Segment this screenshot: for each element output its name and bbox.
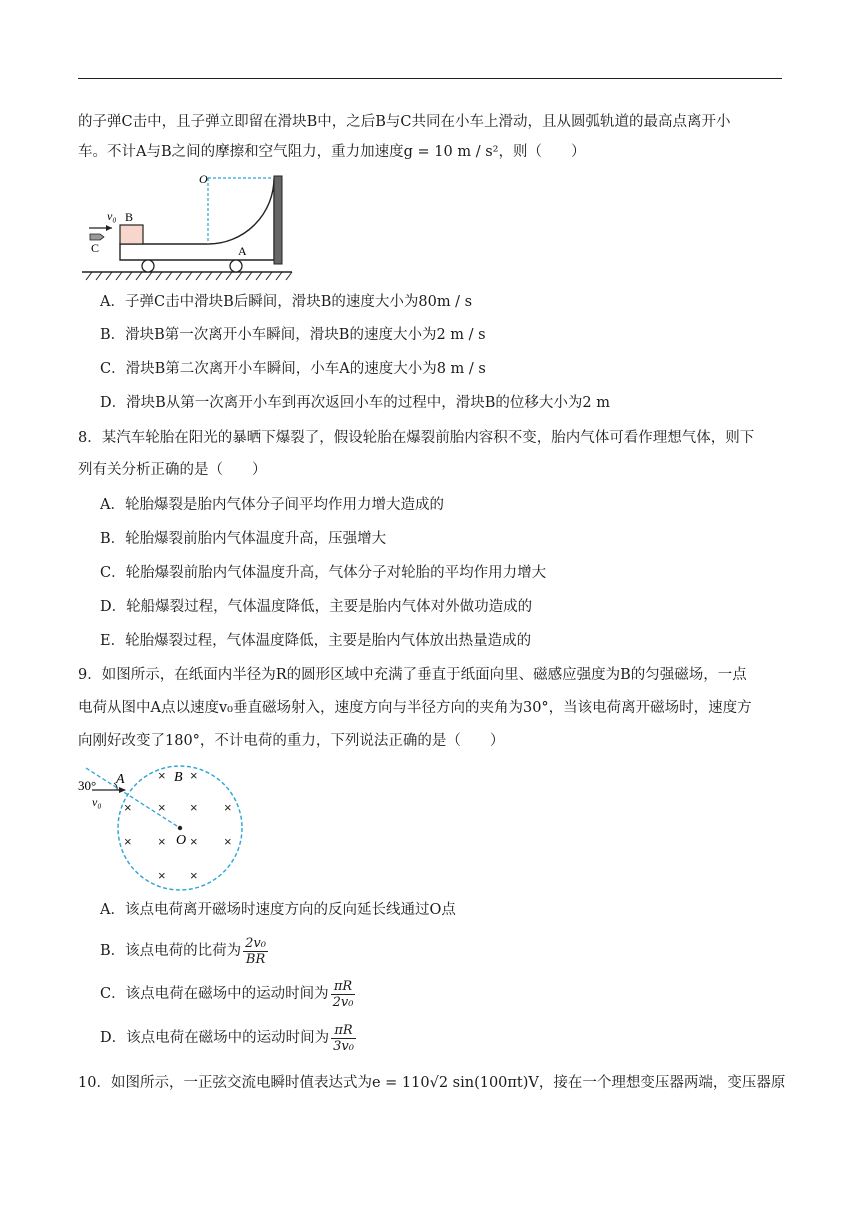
q8-option-b: B．轮胎爆裂前胎内气体温度升高，压强增大: [100, 531, 387, 547]
q7-option-a: A．子弹C击中滑块B后瞬间，滑块B的速度大小为80m / s: [100, 294, 473, 310]
q9-text-line-2: 电荷从图中A点以速度v₀垂直磁场射入，速度方向与半径方向的夹角为30°，当该电荷离开磁场时，速度方: [78, 700, 752, 716]
label-v0: v₀: [92, 795, 102, 809]
q9-option-d-fraction: [331, 1023, 356, 1054]
q8-option-e: E．轮胎爆裂过程，气体温度降低，主要是胎内气体放出热量造成的: [100, 633, 532, 649]
q9-option-d: [100, 1020, 356, 1056]
cross-mark: ×: [190, 800, 198, 815]
cross-mark: ×: [124, 834, 132, 849]
q7-option-d: D．滑块B从第一次离开小车到再次返回小车的过程中，滑块B的位移大小为2 m: [100, 395, 611, 411]
cart-wall: [274, 176, 282, 264]
q9-option-c-text: C．该点电荷在磁场中的运动时间为: [100, 986, 329, 1002]
label-a: A: [238, 244, 247, 258]
label-v0: v₀: [107, 209, 117, 223]
cross-mark: ×: [190, 868, 198, 883]
q8-option-c: C．轮胎爆裂前胎内气体温度升高，气体分子对轮胎的平均作用力增大: [100, 565, 547, 581]
fraction-numerator: πR: [331, 979, 356, 995]
q7-option-c: C．滑块B第二次离开小车瞬间，小车A的速度大小为8 m / s: [100, 361, 486, 377]
cart-body: [120, 178, 274, 260]
cross-mark: ×: [224, 834, 232, 849]
q9-option-b-text: B．该点电荷的比荷为: [100, 943, 242, 959]
cross-mark: ×: [190, 834, 198, 849]
field-cross-marks: [124, 768, 232, 883]
cross-mark: ×: [158, 834, 166, 849]
fraction-numerator: πR: [331, 1023, 356, 1039]
fraction-denominator: 2v₀: [332, 994, 354, 1010]
q9-text-line-3: 向刚好改变了180°，不计电荷的重力，下列说法正确的是（ ）: [78, 733, 505, 749]
wheel-left: [142, 260, 154, 272]
q9-option-b-fraction: [243, 936, 268, 967]
label-o: O: [176, 833, 187, 848]
q9-option-b: [100, 933, 268, 969]
fraction-numerator: 2v₀: [245, 935, 266, 951]
label-angle: 30°: [78, 778, 97, 793]
ground-hatching: [86, 272, 292, 280]
q9-option-d-text: D．该点电荷在磁场中的运动时间为: [100, 1030, 330, 1046]
q8-text-line-1: 8．某汽车轮胎在阳光的暴晒下爆裂了，假设轮胎在爆裂前胎内容积不变，胎内气体可看作理想气体，则下: [78, 430, 755, 446]
q9-text-line-1: 9．如图所示，在纸面内半径为R的圆形区域中充满了垂直于纸面向里、磁感应强度为B的匀强磁场，一点: [78, 667, 747, 683]
label-o: O: [199, 172, 208, 186]
cross-mark: ×: [158, 868, 166, 883]
q7-cart-figure: [80, 168, 295, 283]
cross-mark: ×: [124, 800, 132, 815]
q7-option-b: B．滑块B第一次离开小车瞬间，滑块B的速度大小为2 m / s: [100, 327, 486, 343]
cross-mark: ×: [224, 800, 232, 815]
q8-option-d: D．轮船爆裂过程，气体温度降低，主要是胎内气体对外做功造成的: [100, 599, 533, 615]
label-a: A: [116, 772, 125, 787]
q9-option-a: A．该点电荷离开磁场时速度方向的反向延长线通过O点: [100, 902, 456, 918]
header-rule: [78, 78, 782, 79]
q9-option-c-fraction: [331, 979, 356, 1010]
q8-text-line-2: 列有关分析正确的是（ ）: [78, 462, 267, 478]
q7-text-line-2: 车。不计A与B之间的摩擦和空气阻力，重力加速度g = 10 m / s²，则（ ）: [78, 144, 586, 160]
cross-mark: ×: [158, 768, 166, 783]
cross-mark: ×: [190, 768, 198, 783]
center-o-dot: [178, 826, 182, 830]
block-b: [120, 225, 143, 244]
fraction-denominator: BR: [245, 951, 266, 967]
q8-option-a: A．轮胎爆裂是胎内气体分子间平均作用力增大造成的: [100, 497, 444, 513]
label-b: B: [125, 210, 134, 224]
wheel-right: [230, 260, 242, 272]
q7-text-line-1: 的子弹C击中，且子弹立即留在滑块B中，之后B与C共同在小车上滑动，且从圆弧轨道的最高点离开小: [78, 114, 731, 130]
q9-option-c: [100, 976, 355, 1012]
fraction-denominator: 3v₀: [333, 1038, 354, 1054]
cross-mark: ×: [158, 800, 166, 815]
q9-magnetic-field-figure: [76, 760, 256, 895]
q10-text-line-1: 10．如图所示，一正弦交流电瞬时值表达式为e = 110√2 sin(100πt)V，接在一个理想变压器两端，变压器原: [78, 1075, 786, 1091]
label-c: C: [91, 241, 100, 255]
label-b: B: [174, 770, 183, 785]
bullet-c: [90, 234, 104, 240]
velocity-arrowhead: [106, 225, 112, 231]
